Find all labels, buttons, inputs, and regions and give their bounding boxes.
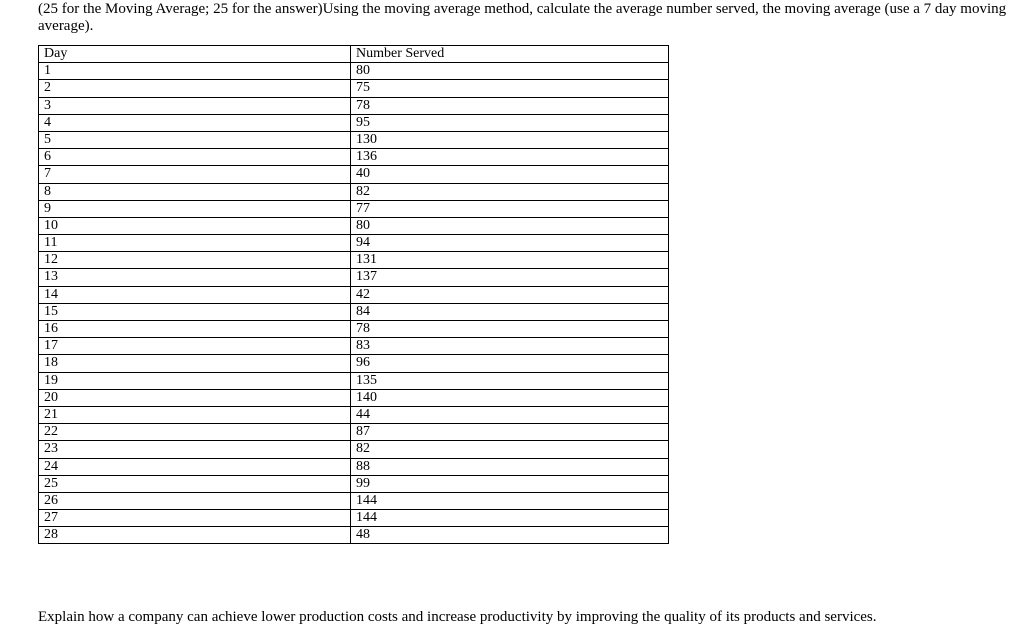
day-cell: 24 <box>39 458 351 475</box>
table-row <box>39 338 669 355</box>
number-served-cell: 82 <box>351 183 669 200</box>
number-served-cell: 87 <box>351 424 669 441</box>
table-row <box>39 475 669 492</box>
day-cell: 13 <box>39 269 351 286</box>
table-row <box>39 424 669 441</box>
day-cell: 12 <box>39 252 351 269</box>
day-cell: 11 <box>39 235 351 252</box>
day-cell: 6 <box>39 149 351 166</box>
table-row <box>39 372 669 389</box>
number-served-cell: 48 <box>351 527 669 544</box>
number-served-cell: 75 <box>351 80 669 97</box>
day-cell: 10 <box>39 217 351 234</box>
table-row <box>39 492 669 509</box>
data-table <box>38 45 669 544</box>
table-row <box>39 406 669 423</box>
number-served-cell: 82 <box>351 441 669 458</box>
day-cell: 7 <box>39 166 351 183</box>
number-served-cell: 77 <box>351 200 669 217</box>
number-served-cell: 131 <box>351 252 669 269</box>
table-row <box>39 183 669 200</box>
table-row <box>39 527 669 544</box>
day-cell: 1 <box>39 63 351 80</box>
number-served-cell: 96 <box>351 355 669 372</box>
number-served-cell: 40 <box>351 166 669 183</box>
day-cell: 28 <box>39 527 351 544</box>
table-row <box>39 217 669 234</box>
table-row <box>39 269 669 286</box>
table-row <box>39 166 669 183</box>
day-cell: 25 <box>39 475 351 492</box>
number-served-cell: 44 <box>351 406 669 423</box>
table-body <box>39 63 669 544</box>
number-served-cell: 137 <box>351 269 669 286</box>
header-number-served: Number Served <box>351 46 669 63</box>
day-cell: 27 <box>39 510 351 527</box>
number-served-cell: 95 <box>351 114 669 131</box>
table-row <box>39 114 669 131</box>
number-served-cell: 84 <box>351 303 669 320</box>
number-served-cell: 130 <box>351 131 669 148</box>
table-row <box>39 510 669 527</box>
number-served-cell: 99 <box>351 475 669 492</box>
day-cell: 19 <box>39 372 351 389</box>
table-row <box>39 458 669 475</box>
number-served-cell: 78 <box>351 321 669 338</box>
explain-text: Explain how a company can achieve lower production costs and increase productivity by improving the quality of its products and services. <box>38 609 877 625</box>
table-row <box>39 149 669 166</box>
day-cell: 2 <box>39 80 351 97</box>
day-cell: 4 <box>39 114 351 131</box>
table-row <box>39 303 669 320</box>
number-served-cell: 94 <box>351 235 669 252</box>
table-row <box>39 131 669 148</box>
table-row <box>39 389 669 406</box>
day-cell: 18 <box>39 355 351 372</box>
number-served-cell: 42 <box>351 286 669 303</box>
table-row <box>39 200 669 217</box>
number-served-cell: 80 <box>351 63 669 80</box>
table-row <box>39 355 669 372</box>
number-served-cell: 140 <box>351 389 669 406</box>
number-served-cell: 80 <box>351 217 669 234</box>
day-cell: 22 <box>39 424 351 441</box>
day-cell: 23 <box>39 441 351 458</box>
day-cell: 14 <box>39 286 351 303</box>
day-cell: 16 <box>39 321 351 338</box>
day-cell: 5 <box>39 131 351 148</box>
number-served-cell: 136 <box>351 149 669 166</box>
table-row <box>39 80 669 97</box>
question-text: (25 for the Moving Average; 25 for the answer)Using the moving average method, calculate the average number served, the moving average (use a 7 day moving average). <box>38 1 1007 34</box>
number-served-cell: 88 <box>351 458 669 475</box>
day-cell: 26 <box>39 492 351 509</box>
header-day: Day <box>39 46 351 63</box>
table-row <box>39 63 669 80</box>
number-served-cell: 135 <box>351 372 669 389</box>
day-cell: 8 <box>39 183 351 200</box>
table-header-row <box>39 46 669 63</box>
number-served-cell: 144 <box>351 492 669 509</box>
day-cell: 17 <box>39 338 351 355</box>
table-row <box>39 252 669 269</box>
number-served-cell: 78 <box>351 97 669 114</box>
table-row <box>39 286 669 303</box>
number-served-cell: 144 <box>351 510 669 527</box>
table-row <box>39 321 669 338</box>
day-cell: 20 <box>39 389 351 406</box>
table-row <box>39 235 669 252</box>
number-served-cell: 83 <box>351 338 669 355</box>
day-cell: 15 <box>39 303 351 320</box>
table-row <box>39 441 669 458</box>
day-cell: 21 <box>39 406 351 423</box>
day-cell: 9 <box>39 200 351 217</box>
day-cell: 3 <box>39 97 351 114</box>
table-row <box>39 97 669 114</box>
